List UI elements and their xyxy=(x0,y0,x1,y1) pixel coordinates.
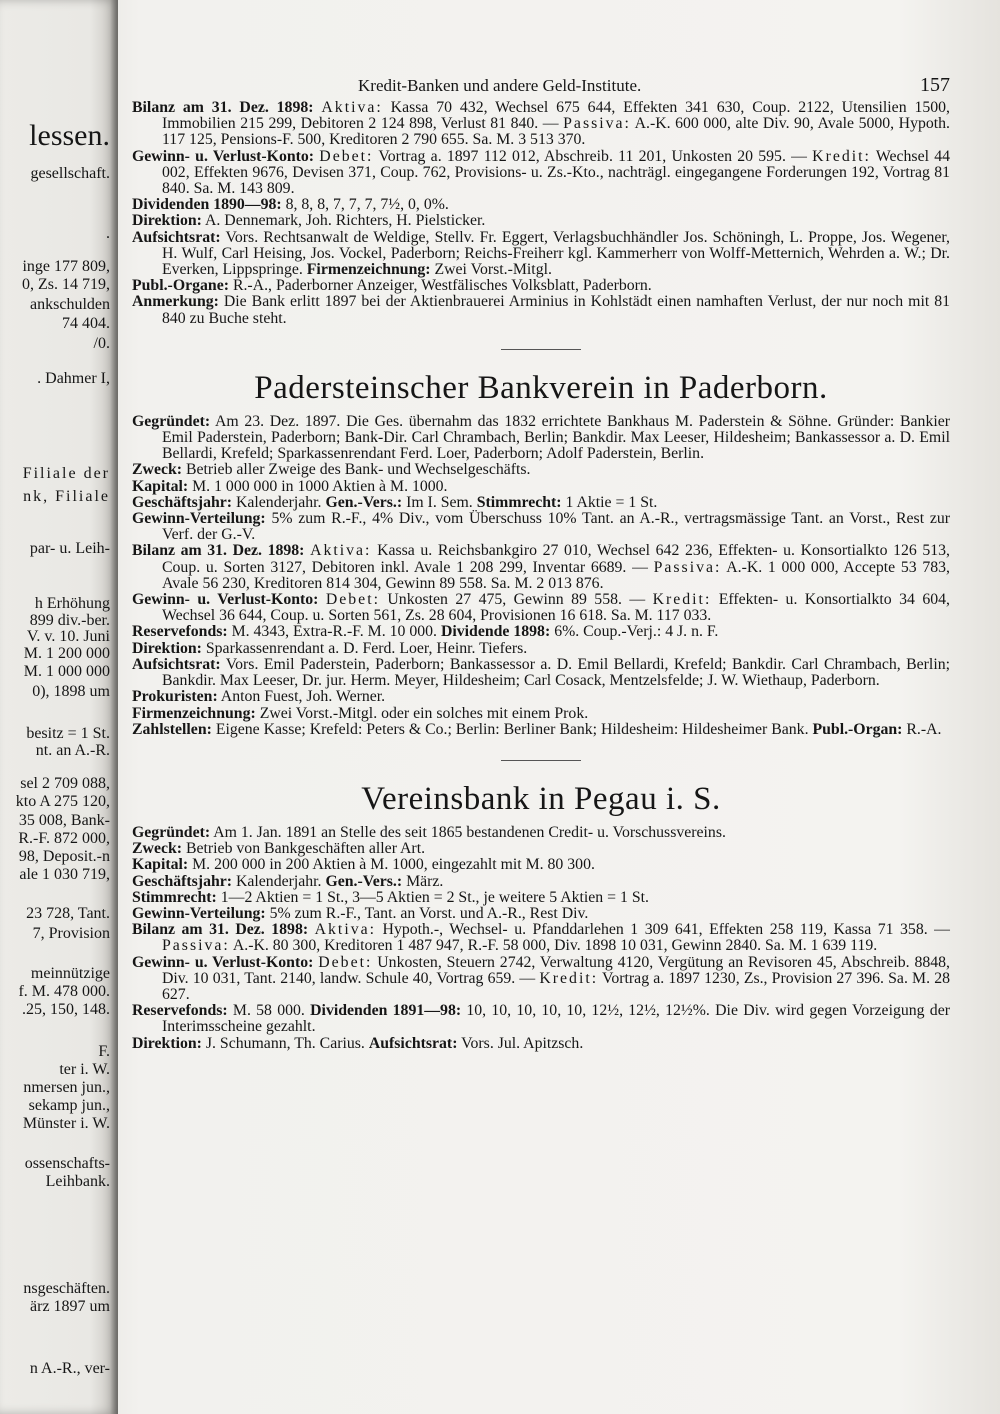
left-page-fragment: par- u. Leih- xyxy=(29,540,110,557)
left-page-fragment: 7, Provision xyxy=(32,925,110,942)
left-page-fragment: nsgeschäften. xyxy=(23,1280,110,1297)
entry-prokuristen-2: Prokuristen: Anton Fuest, Joh. Werner. xyxy=(132,688,386,706)
left-page-fragment: . xyxy=(106,225,110,242)
page-header xyxy=(132,70,950,100)
entry-reservefonds-3: Reservefonds: M. 58 000. Dividenden 1891—98: 10, 10, 10, 10, 10, 12½, 12½, 12½%. Die Div. wird gegen Vorzeigung der Interimsscheine gezahlt. xyxy=(132,1002,950,1036)
left-page-fragment: F. xyxy=(98,1043,110,1060)
entry-firmenzeichnung-2: Firmenzeichnung: Zwei Vorst.-Mitgl. oder ein solches mit einem Prok. xyxy=(132,704,589,722)
running-title: Kredit-Banken und andere Geld-Institute. xyxy=(358,76,642,95)
left-page-fragment: ter i. W. xyxy=(59,1061,110,1078)
entry-anmerkung-1: Anmerkung: Die Bank erlitt 1897 bei der Aktienbrauerei Arminius in Kohlstädt einen namhaften Verlust, der nur noch mit 81 840 zu Buche steht. xyxy=(132,293,951,327)
entry-publ-organe-1: Publ.-Organe: R.-A., Paderborner Anzeiger, Westfälisches Volksblatt, Paderborn. xyxy=(132,277,652,295)
entry-stimmrecht-3: Stimmrecht: 1—2 Aktien = 1 St., 3—5 Aktien = 2 St., je weitere 5 Aktien = 1 St. xyxy=(132,888,649,906)
section-divider xyxy=(501,349,581,350)
entry-gegruendet-3: Gegründet: Am 1. Jan. 1891 an Stelle des seit 1865 bestandenen Credit- u. Vorschussvereins. xyxy=(132,823,726,841)
entry-direktion-1: Direktion: A. Dennemark, Joh. Richters, H. Pielsticker. xyxy=(132,212,486,230)
left-page-fragment: ärz 1897 um xyxy=(30,1298,110,1315)
left-page-fragment: . Dahmer I, xyxy=(37,370,110,387)
left-page-fragment: sekamp jun., xyxy=(28,1097,110,1114)
left-page-fragment: n A.-R., ver- xyxy=(29,1360,110,1377)
entry-aufsichtsrat-2: Aufsichtsrat: Vors. Emil Paderstein, Paderborn; Bankassessor a. D. Emil Bellardi, Krefeld; Bankdir. Carl Chrambach, Berlin; Bankdir. Max Leeser, Dr. jur. Herm. Meyer, Hildesheim; Carl Cosack, Mentzelsfelde; J. W. Wiethaup, Paderborn. xyxy=(132,655,950,690)
left-page-fragment: 23 728, Tant. xyxy=(26,905,110,922)
left-page-fragment: 35 008, Bank- xyxy=(18,812,110,829)
entry-zweck-3: Zweck: Betrieb von Bankgeschäften aller Art. xyxy=(132,840,426,858)
entry-gewinn-verteilung-2: Gewinn-Verteilung: 5% zum R.-F., 4% Div., vom Überschuss 10% Tant. an A.-R., vertragsmässige Tant. an Vorst., Rest zur Verf. der G.-V. xyxy=(132,510,950,544)
left-page-fragment: nmersen jun., xyxy=(23,1079,110,1096)
left-page-fragment: Filiale der xyxy=(22,465,110,482)
entry-dividenden-1: Dividenden 1890—98: 8, 8, 8, 7, 7, 7, 7½, 0, 0%. xyxy=(132,196,449,214)
left-page-fragment: V. v. 10. Juni xyxy=(26,628,110,645)
left-page-fragment: Münster i. W. xyxy=(22,1115,110,1132)
section-divider xyxy=(501,760,581,761)
section-title-pegau: Vereinsbank in Pegau i. S. xyxy=(361,780,721,817)
left-page-fragment: besitz = 1 St. xyxy=(26,725,110,742)
left-page-fragment: sel 2 709 088, xyxy=(20,775,110,792)
left-page-fragment: h Erhöhung xyxy=(34,595,110,612)
left-page-fragment: meinnützige xyxy=(30,965,110,982)
entry-direktion-3: Direktion: J. Schumann, Th. Carius. Aufsichtsrat: Vors. Jul. Apitzsch. xyxy=(132,1034,584,1052)
left-page-fragment: kto A 275 120, xyxy=(15,793,110,810)
entry-guv-3: Gewinn- u. Verlust-Konto: Debet: Unkosten, Steuern 2742, Verwaltung 4120, Vergütung an Revisoren 45, Abschreib. 8848, Div. 10 031, Tant. 2140, landw. Schule 40, Vortrag 659. — Kredit: Vortrag a. 1897 1230, Zs., Provision 27 396. Sa. M. 28 627. xyxy=(132,953,950,1003)
left-page-fragment: gesellschaft. xyxy=(30,165,110,182)
left-page-fragment: f. M. 478 000. xyxy=(18,983,110,1000)
entry-gewinn-1: Gewinn- u. Verlust-Konto: Debet: Vortrag a. 1897 112 012, Abschreib. 11 201, Unkosten 20 595. — Kredit: Wechsel 44 002, Effekten 9676, Devisen 371, Coup. 762, Provisions- u. Zs.-Kto., nachträgl. eingegangene Forderungen 192, Vortrag 81 840. Sa. M. 143 809. xyxy=(132,147,950,198)
entry-zahlstellen-2: Zahlstellen: Eigene Kasse; Krefeld: Peters & Co.; Berlin: Berliner Bank; Hildesheim: Hildesheimer Bank. Publ.-Organ: R.-A. xyxy=(132,720,942,738)
left-page-fragment: Leihbank. xyxy=(45,1173,110,1190)
entry-geschaeftsjahr-3: Geschäftsjahr: Kalenderjahr. Gen.-Vers.: März. xyxy=(132,872,444,890)
section-title-paderstein: Padersteinscher Bankverein in Paderborn. xyxy=(254,369,828,406)
entry-zweck-2: Zweck: Betrieb aller Zweige des Bank- und Wechselgeschäfts. xyxy=(132,461,531,479)
left-page-fragment: ankschulden xyxy=(30,296,110,313)
page-number: 157 xyxy=(920,74,950,96)
main-column xyxy=(132,70,950,1052)
left-page-fragment: /0. xyxy=(93,335,110,352)
left-page-fragment: R.-F. 872 000, xyxy=(18,830,110,847)
entry-bilanz-1: Bilanz am 31. Dez. 1898: Aktiva: Kassa 70 432, Wechsel 675 644, Effekten 341 630, Coup. 2122, Utensilien 1500, Immobilien 215 299, Debitoren 2 124 898, Verlust 81 840. — Passiva: A.-K. 600 000, alte Div. 90, Avale 5000, Hypoth. 117 125, Pensions-F. 500, Kreditoren 2 790 655. Sa. M. 3 513 370. xyxy=(132,99,951,149)
entry-gewinn-verteilung-3: Gewinn-Verteilung: 5% zum R.-F., Tant. an Vorst. und A.-R., Rest Div. xyxy=(132,904,589,922)
entry-geschaeftsjahr-2: Geschäftsjahr: Kalenderjahr. Gen.-Vers.: Im I. Sem. Stimmrecht: 1 Aktie = 1 St. xyxy=(132,493,658,511)
left-page-fragment: 98, Deposit.-n xyxy=(18,848,110,865)
left-page-fragment: M. 1 200 000 xyxy=(23,645,110,662)
left-page-fragment: 0, Zs. 14 719, xyxy=(22,276,110,293)
left-page-fragment: nt. an A.-R. xyxy=(35,742,110,759)
left-page-fragment: lessen. xyxy=(29,119,110,152)
left-page-fragment: .25, 150, 148. xyxy=(22,1001,110,1018)
entry-direktion-2: Direktion: Sparkassenrendant a. D. Ferd. Loer, Heinr. Tiefers. xyxy=(132,639,528,657)
left-page-fragment: inge 177 809, xyxy=(22,258,110,275)
left-page-fragment: 74 404. xyxy=(62,315,110,332)
left-page-fragment: ossenschafts- xyxy=(24,1155,110,1172)
entry-bilanz-3: Bilanz am 31. Dez. 1898: Aktiva: Hypoth.-, Wechsel- u. Pfanddarlehen 1 309 641, Effekten 258 119, Kassa 71 358. — Passiva: A.-K. 80 300, Kreditoren 1 487 947, R.-F. 58 000, Div. 1898 10 031, Gewinn 2840. Sa. M. 1 639 119. xyxy=(132,921,950,955)
entry-reservefonds-2: Reservefonds: M. 4343, Extra-R.-F. M. 10 000. Dividende 1898: 6%. Coup.-Verj.: 4 J. n. F. xyxy=(132,623,719,641)
left-page-strip xyxy=(0,0,118,1414)
left-page-fragment: 899 div.-ber. xyxy=(29,612,110,629)
entry-kapital-3: Kapital: M. 200 000 in 200 Aktien à M. 1000, eingezahlt mit M. 80 300. xyxy=(132,856,595,874)
entry-gegruendet-2: Gegründet: Am 23. Dez. 1897. Die Ges. übernahm das 1832 errichtete Bankhaus M. Paderstein & Söhne. Gründer: Bankier Emil Paderstein, Paderborn; Bank-Dir. Carl Chrambach, Berlin; Bankdir. Max Leeser, Hildesheim; Bankassessor a. D. Emil Bellardi, Krefeld; Sparkassenrendant Ferd. Loer, Paderborn; Adolf Paderstein, Berlin. xyxy=(132,412,951,463)
entry-guv-2: Gewinn- u. Verlust-Konto: Debet: Unkosten 27 475, Gewinn 89 558. — Kredit: Effekten- u. Konsortialkto 34 604, Wechsel 36 644, Coup. u. Sorten 561, Zs. 28 604, Provisionen 16 618. Sa. M. 117 033. xyxy=(132,591,950,625)
left-page-fragment: 0), 1898 um xyxy=(32,683,110,700)
entry-kapital-2: Kapital: M. 1 000 000 in 1000 Aktien à M. 1000. xyxy=(132,477,448,495)
entry-bilanz-2: Bilanz am 31. Dez. 1898: Aktiva: Kassa u. Reichsbankgiro 27 010, Wechsel 642 236, Effekten- u. Konsortialkto 126 513, Coup. u. Sorten 3127, Debitoren inkl. Avale 1 208 299, Inventar 6689. — Passiva: A.-K. 1 000 000, Accepte 53 783, Avale 56 230, Kreditoren 814 304, Gewinn 89 558. Sa. M. 2 013 876. xyxy=(132,542,951,592)
left-page-fragment: nk, Filiale xyxy=(23,488,110,505)
entry-aufsichtsrat-1: Aufsichtsrat: Vors. Rechtsanwalt de Weldige, Stellv. Fr. Eggert, Verlagsbuchhändler Jos. Schöningh, L. Proppe, Jos. Wegener, H. Wulf, Carl Heising, Jos. Vockel, Paderborn; Reichs-Freiherr kgl. Kammerherr von Wolff-Metternich, Wehrden a. W.; Dr. Everken, Lippspringe. Firmenzeichnung: Zwei Vorst.-Mitgl. xyxy=(132,228,950,279)
left-page-fragment: ale 1 030 719, xyxy=(19,866,110,883)
left-page-fragment: M. 1 000 000 xyxy=(23,663,110,680)
